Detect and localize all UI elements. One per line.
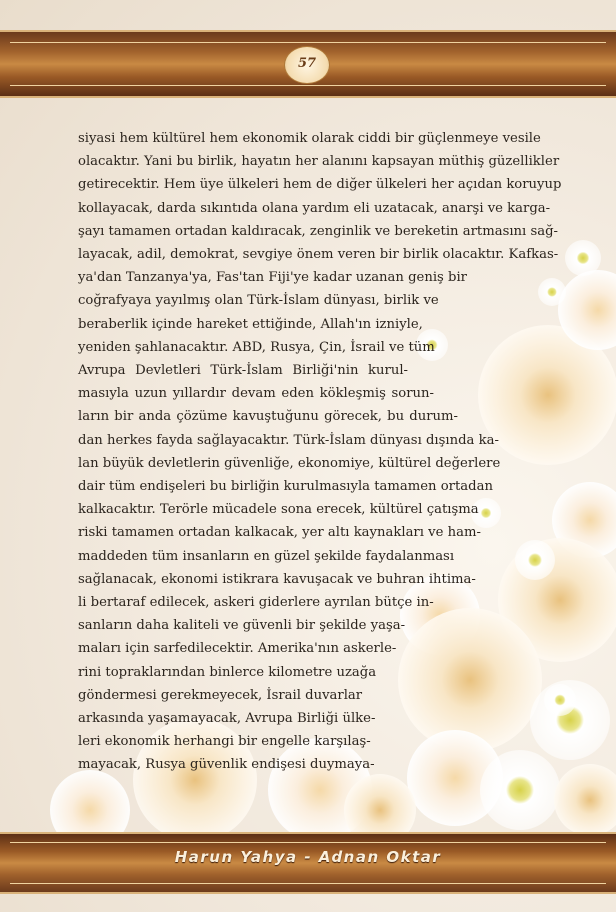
- text-line: olacaktır. Yani bu birlik, hayatın her alanını kapsayan müthiş güzellikler: [78, 154, 560, 170]
- text-line: rini topraklarından binlerce kilometre uzağa: [78, 664, 377, 680]
- text-line: beraberlik içinde hareket ettiğinde, Allah'ın izniyle,: [78, 316, 423, 332]
- text-line: yeniden şahlanacaktır. ABD, Rusya, Çin, İsrail ve tüm: [78, 339, 435, 355]
- text-line: siyasi hem kültürel hem ekonomik olarak ciddi bir güçlenmeye vesile: [78, 131, 541, 146]
- footer-author: Harun Yahya - Adnan Oktar: [174, 848, 442, 866]
- text-line: Avrupa Devletleri Türk-İslam Birliği'nin kurul-: [78, 363, 408, 379]
- text-line: leri ekonomik herhangi bir engelle karşılaş-: [78, 734, 371, 750]
- text-line: maları için sarfedilecektir. Amerika'nın askerle-: [78, 641, 397, 657]
- body-text: [78, 127, 562, 777]
- text-line: layacak, adil, demokrat, sevgiye önem veren bir birlik olacaktır. Kafkas-: [78, 247, 559, 263]
- text-line: dair tüm endişeleri bu birliğin kurulmasıyla tamamen ortadan: [78, 479, 493, 495]
- text-line: mayacak, Rusya güvenlik endişesi duymaya-: [78, 757, 375, 773]
- text-line: sanların daha kaliteli ve güvenli bir şekilde yaşa-: [78, 618, 406, 634]
- page-number: 57: [284, 46, 330, 84]
- text-line: kollayacak, darda sıkıntıda olana yardım eli uzatacak, anarşi ve karga-: [78, 200, 551, 216]
- text-line: ya'dan Tanzanya'ya, Fas'tan Fiji'ye kadar uzanan geniş bir: [78, 270, 467, 286]
- text-line: getirecektir. Hem üye ülkeleri hem de diğer ülkeleri her açıdan koruyup: [78, 177, 562, 193]
- text-line: lan büyük devletlerin güvenliğe, ekonomiye, kültürel değerlere: [78, 455, 501, 471]
- text-line: sağlanacak, ekonomi istikrara kavuşacak ve buhran ihtima-: [78, 571, 476, 587]
- text-line: şayı tamamen ortadan kaldıracak, zenginlik ve bereketin artmasını sağ-: [78, 223, 558, 239]
- text-line: dan herkes fayda sağlayacaktır. Türk-İslam dünyası dışında ka-: [78, 432, 499, 448]
- text-line: arkasında yaşamayacak, Avrupa Birliği ülke-: [78, 711, 376, 727]
- text-line: masıyla uzun yıllardır devam eden kökleşmiş sorun-: [78, 386, 434, 402]
- text-line: coğrafyaya yayılmış olan Türk-İslam dünyası, birlik ve: [78, 293, 439, 309]
- text-line: ların bir anda çözüme kavuştuğunu görecek, bu durum-: [78, 409, 458, 425]
- text-line: göndermesi gerekmeyecek, İsrail duvarlar: [78, 687, 363, 703]
- text-line: maddeden tüm insanların en güzel şekilde faydalanması: [78, 548, 455, 564]
- text-line: li bertaraf edilecek, askeri giderlere ayrılan bütçe in-: [78, 595, 434, 611]
- text-line: kalkacaktır. Terörle mücadele sona erecek, kültürel çatışma: [78, 502, 479, 518]
- text-line: riski tamamen ortadan kalkacak, yer altı kaynakları ve ham-: [78, 525, 481, 541]
